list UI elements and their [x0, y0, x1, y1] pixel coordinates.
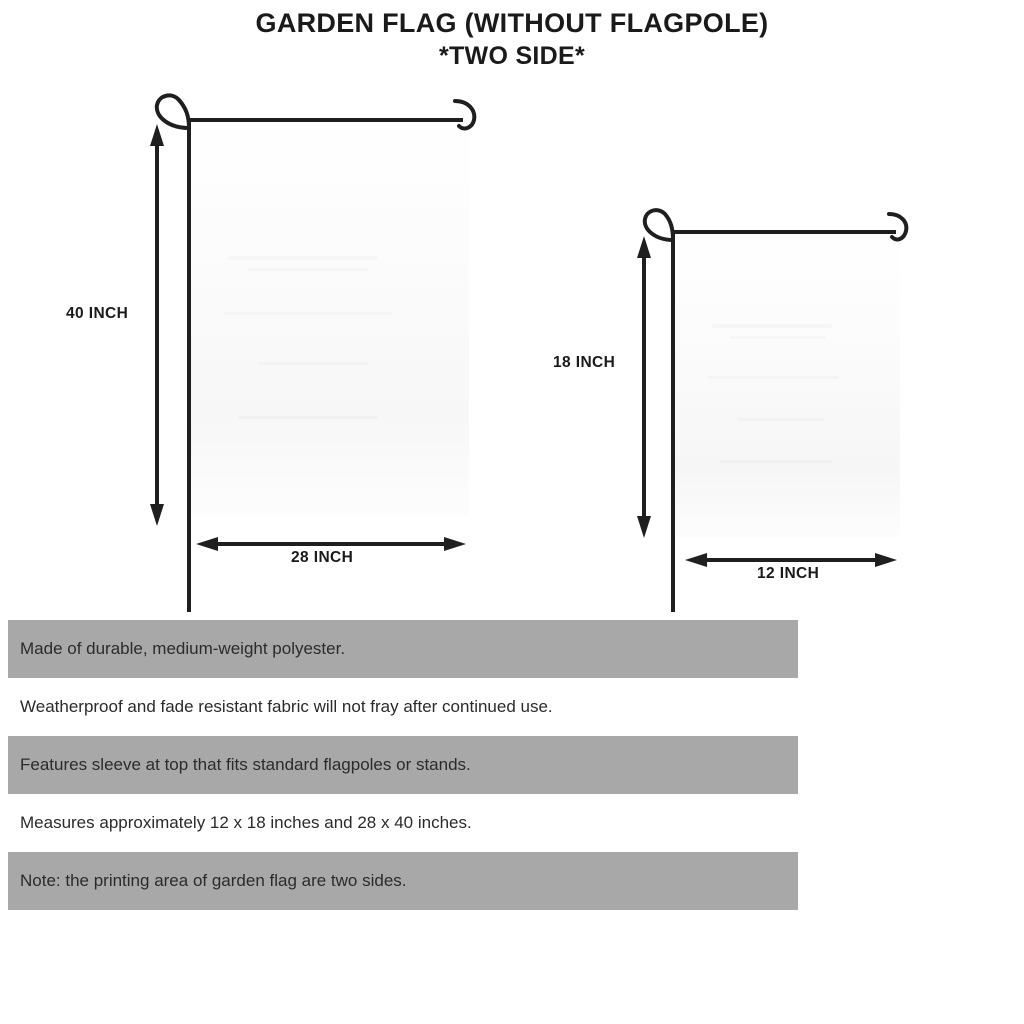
list-item: Note: the printing area of garden flag are two sides. — [8, 852, 798, 910]
large-width-arrow-left — [196, 537, 218, 551]
list-item: Made of durable, medium-weight polyester. — [8, 620, 798, 678]
large-height-arrow-bottom — [150, 504, 164, 526]
list-item: Weatherproof and fade resistant fabric will not fray after continued use. — [8, 678, 798, 736]
large-width-arrow-right — [444, 537, 466, 551]
list-item: Measures approximately 12 x 18 inches and 28 x 40 inches. — [8, 794, 798, 852]
title-secondary: *TWO SIDE* — [438, 42, 586, 70]
title-primary: GARDEN FLAG (WITHOUT FLAGPOLE) — [255, 8, 769, 38]
large-height-arrow-top — [150, 124, 164, 146]
small-stand-loop — [645, 210, 673, 240]
list-item: Features sleeve at top that fits standard flagpoles or stands. — [8, 736, 798, 794]
large-stand-end-hook — [455, 101, 474, 128]
small-height-arrow-top — [637, 236, 651, 258]
small-flag-height-label: 18 INCH — [553, 354, 616, 371]
large-flag-width-label: 28 INCH — [291, 549, 354, 566]
large-flag-height-label: 40 INCH — [66, 305, 129, 322]
large-stand-loop — [157, 95, 189, 128]
small-width-arrow-right — [875, 553, 897, 567]
feature-list — [8, 620, 798, 910]
small-width-arrow-left — [685, 553, 707, 567]
small-stand-end-hook — [889, 214, 906, 239]
small-height-arrow-bottom — [637, 516, 651, 538]
small-flag-width-label: 12 INCH — [757, 565, 820, 582]
